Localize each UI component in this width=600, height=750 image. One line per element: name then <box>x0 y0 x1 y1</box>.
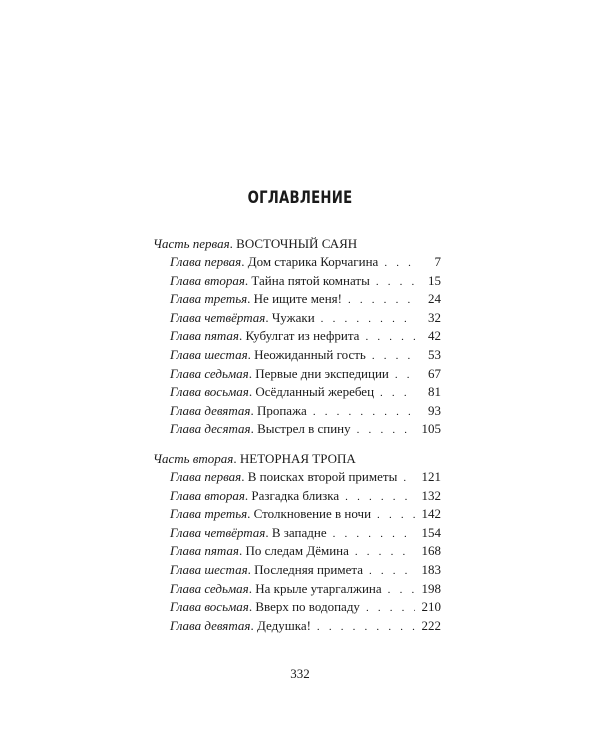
toc-entry[interactable]: Глава шестая. Неожиданный гость . . . 53 <box>170 346 441 365</box>
part-name: НЕТОРНАЯ ТРОПА <box>239 450 356 466</box>
chapter-page: 32 <box>428 309 441 325</box>
toc-entry[interactable]: Глава четвёртая. В западне . . . 154 <box>170 524 441 543</box>
chapter-label: Глава пятая <box>170 328 239 344</box>
chapter-title: Первые дни экспедиции <box>255 365 389 381</box>
dot-leader <box>380 384 415 403</box>
chapter-page: 67 <box>428 365 441 381</box>
dot-leader <box>377 506 415 525</box>
dot-leader <box>317 618 415 637</box>
chapter-title: Неожиданный гость <box>254 346 366 362</box>
dot-leader <box>366 599 415 618</box>
part-heading: Часть вторая. НЕТОРНАЯ ТРОПА <box>153 450 356 466</box>
dot-leader <box>372 347 415 366</box>
chapter-label: Глава девятая <box>170 617 251 633</box>
chapter-label: Глава восьмая <box>170 599 249 615</box>
chapter-page: 53 <box>428 346 441 362</box>
chapter-title: Чужаки <box>271 309 315 325</box>
chapter-page: 198 <box>421 580 441 596</box>
chapter-title: Столкновение в ночи <box>253 506 372 522</box>
toc-entry[interactable]: Глава вторая. Тайна пятой комнаты . . . 15 <box>170 272 441 291</box>
chapter-page: 183 <box>421 561 441 577</box>
chapter-page: 105 <box>421 421 441 437</box>
part-block-2 <box>153 449 441 635</box>
chapter-label: Глава вторая <box>170 272 245 288</box>
toc-entry[interactable]: Глава шестая. Последняя примета . . . 183 <box>170 561 441 580</box>
page-number: 332 <box>290 666 310 681</box>
chapter-page: 42 <box>428 328 441 344</box>
chapter-page: 121 <box>421 468 441 484</box>
part-heading: Часть первая. ВОСТОЧНЫЙ САЯН <box>153 236 358 251</box>
chapter-page: 154 <box>421 524 441 540</box>
dot-leader <box>355 543 415 562</box>
dot-leader <box>388 581 415 600</box>
dot-leader <box>333 525 415 544</box>
chapter-title: Последняя примета <box>254 561 363 577</box>
chapter-title: В поисках второй приметы <box>247 468 398 484</box>
part-block-1 <box>153 234 441 439</box>
chapter-page: 210 <box>421 599 441 615</box>
dot-leader <box>345 488 415 507</box>
toc-entry[interactable]: Глава девятая. Пропажа . . . 93 <box>170 402 441 421</box>
chapter-label: Глава десятая <box>170 421 251 437</box>
chapter-label: Глава третья <box>170 506 248 522</box>
chapter-label: Глава седьмая <box>170 580 249 596</box>
toc-entry[interactable]: Глава третья. Не ищите меня! . . . 24 <box>170 290 441 309</box>
chapter-label: Глава четвёртая <box>170 309 266 325</box>
toc-entry[interactable]: Глава пятая. Кубулгат из нефрита . . . 42 <box>170 327 441 346</box>
dot-leader <box>313 403 415 422</box>
page-title: ОГЛАВЛЕНИЕ <box>247 188 353 208</box>
chapter-title: Пропажа <box>256 402 307 418</box>
chapter-title: Дедушка! <box>256 617 311 633</box>
toc-entry[interactable]: Глава вторая. Разгадка близка . . . 132 <box>170 487 441 506</box>
toc-entry[interactable]: Глава четвёртая. Чужаки . . . 32 <box>170 309 441 328</box>
chapter-label: Глава восьмая <box>170 384 249 400</box>
part-label: Часть вторая <box>153 450 234 466</box>
chapter-label: Глава девятая <box>170 402 251 418</box>
chapter-page: 24 <box>428 291 441 307</box>
chapter-page: 15 <box>428 272 441 288</box>
chapter-page: 168 <box>421 543 441 559</box>
toc-entry[interactable]: Глава третья. Столкновение в ночи . . . 142 <box>170 505 441 524</box>
chapter-title: Вверх по водопаду <box>255 599 360 615</box>
toc-entry[interactable]: Глава седьмая. Первые дни экспедиции . . . 67 <box>170 365 441 384</box>
chapter-title: Выстрел в спину <box>257 421 351 437</box>
chapter-label: Глава седьмая <box>170 365 249 381</box>
chapter-title: Не ищите меня! <box>253 291 342 307</box>
dot-leader <box>403 469 415 488</box>
chapter-page: 93 <box>428 402 441 418</box>
toc-entry[interactable]: Глава первая. В поисках второй приметы . . . 121 <box>170 468 441 487</box>
dot-leader <box>321 310 415 329</box>
dot-leader <box>395 366 415 385</box>
part-label: Часть первая <box>153 236 230 251</box>
chapter-title: На крыле утаргалжина <box>255 580 382 596</box>
toc-entry[interactable]: Глава первая. Дом старика Корчагина . . . 7 <box>170 253 441 272</box>
chapter-label: Глава третья <box>170 291 248 307</box>
chapter-page: 142 <box>421 506 441 522</box>
chapter-label: Глава первая <box>170 468 242 484</box>
dot-leader <box>365 328 415 347</box>
chapter-title: Разгадка близка <box>251 487 340 503</box>
chapter-title: По следам Дёмина <box>245 543 349 559</box>
chapter-title: Осёдланный жеребец <box>255 384 375 400</box>
dot-leader <box>376 273 415 292</box>
toc-entry[interactable]: Глава девятая. Дедушка! . . . 222 <box>170 617 441 636</box>
chapter-label: Глава четвёртая <box>170 524 266 540</box>
chapter-page: 81 <box>428 384 441 400</box>
dot-leader <box>369 562 415 581</box>
toc-entry[interactable]: Глава восьмая. Осёдланный жеребец . . . 81 <box>170 383 441 402</box>
chapter-page: 132 <box>421 487 441 503</box>
toc-entry[interactable]: Глава десятая. Выстрел в спину . . . 105 <box>170 420 441 439</box>
chapter-label: Глава пятая <box>170 543 239 559</box>
chapter-title: Тайна пятой комнаты <box>251 272 370 288</box>
part-name: ВОСТОЧНЫЙ САЯН <box>236 236 358 251</box>
chapter-title: В западне <box>271 524 327 540</box>
toc-entry[interactable]: Глава восьмая. Вверх по водопаду . . . 210 <box>170 598 441 617</box>
chapter-title: Кубулгат из нефрита <box>245 328 360 344</box>
toc-entry[interactable]: Глава пятая. По следам Дёмина . . . 168 <box>170 542 441 561</box>
dot-leader <box>384 254 415 273</box>
chapter-label: Глава первая <box>170 254 242 269</box>
table-of-contents <box>153 234 441 635</box>
toc-entry[interactable]: Глава седьмая. На крыле утаргалжина . . . 198 <box>170 580 441 599</box>
chapter-label: Глава шестая <box>170 346 248 362</box>
dot-leader <box>357 421 415 440</box>
dot-leader <box>348 291 415 310</box>
chapter-label: Глава шестая <box>170 561 248 577</box>
chapter-page: 222 <box>421 617 441 633</box>
chapter-title: Дом старика Корчагина <box>247 254 379 269</box>
chapter-label: Глава вторая <box>170 487 245 503</box>
chapter-page: 7 <box>434 254 441 269</box>
